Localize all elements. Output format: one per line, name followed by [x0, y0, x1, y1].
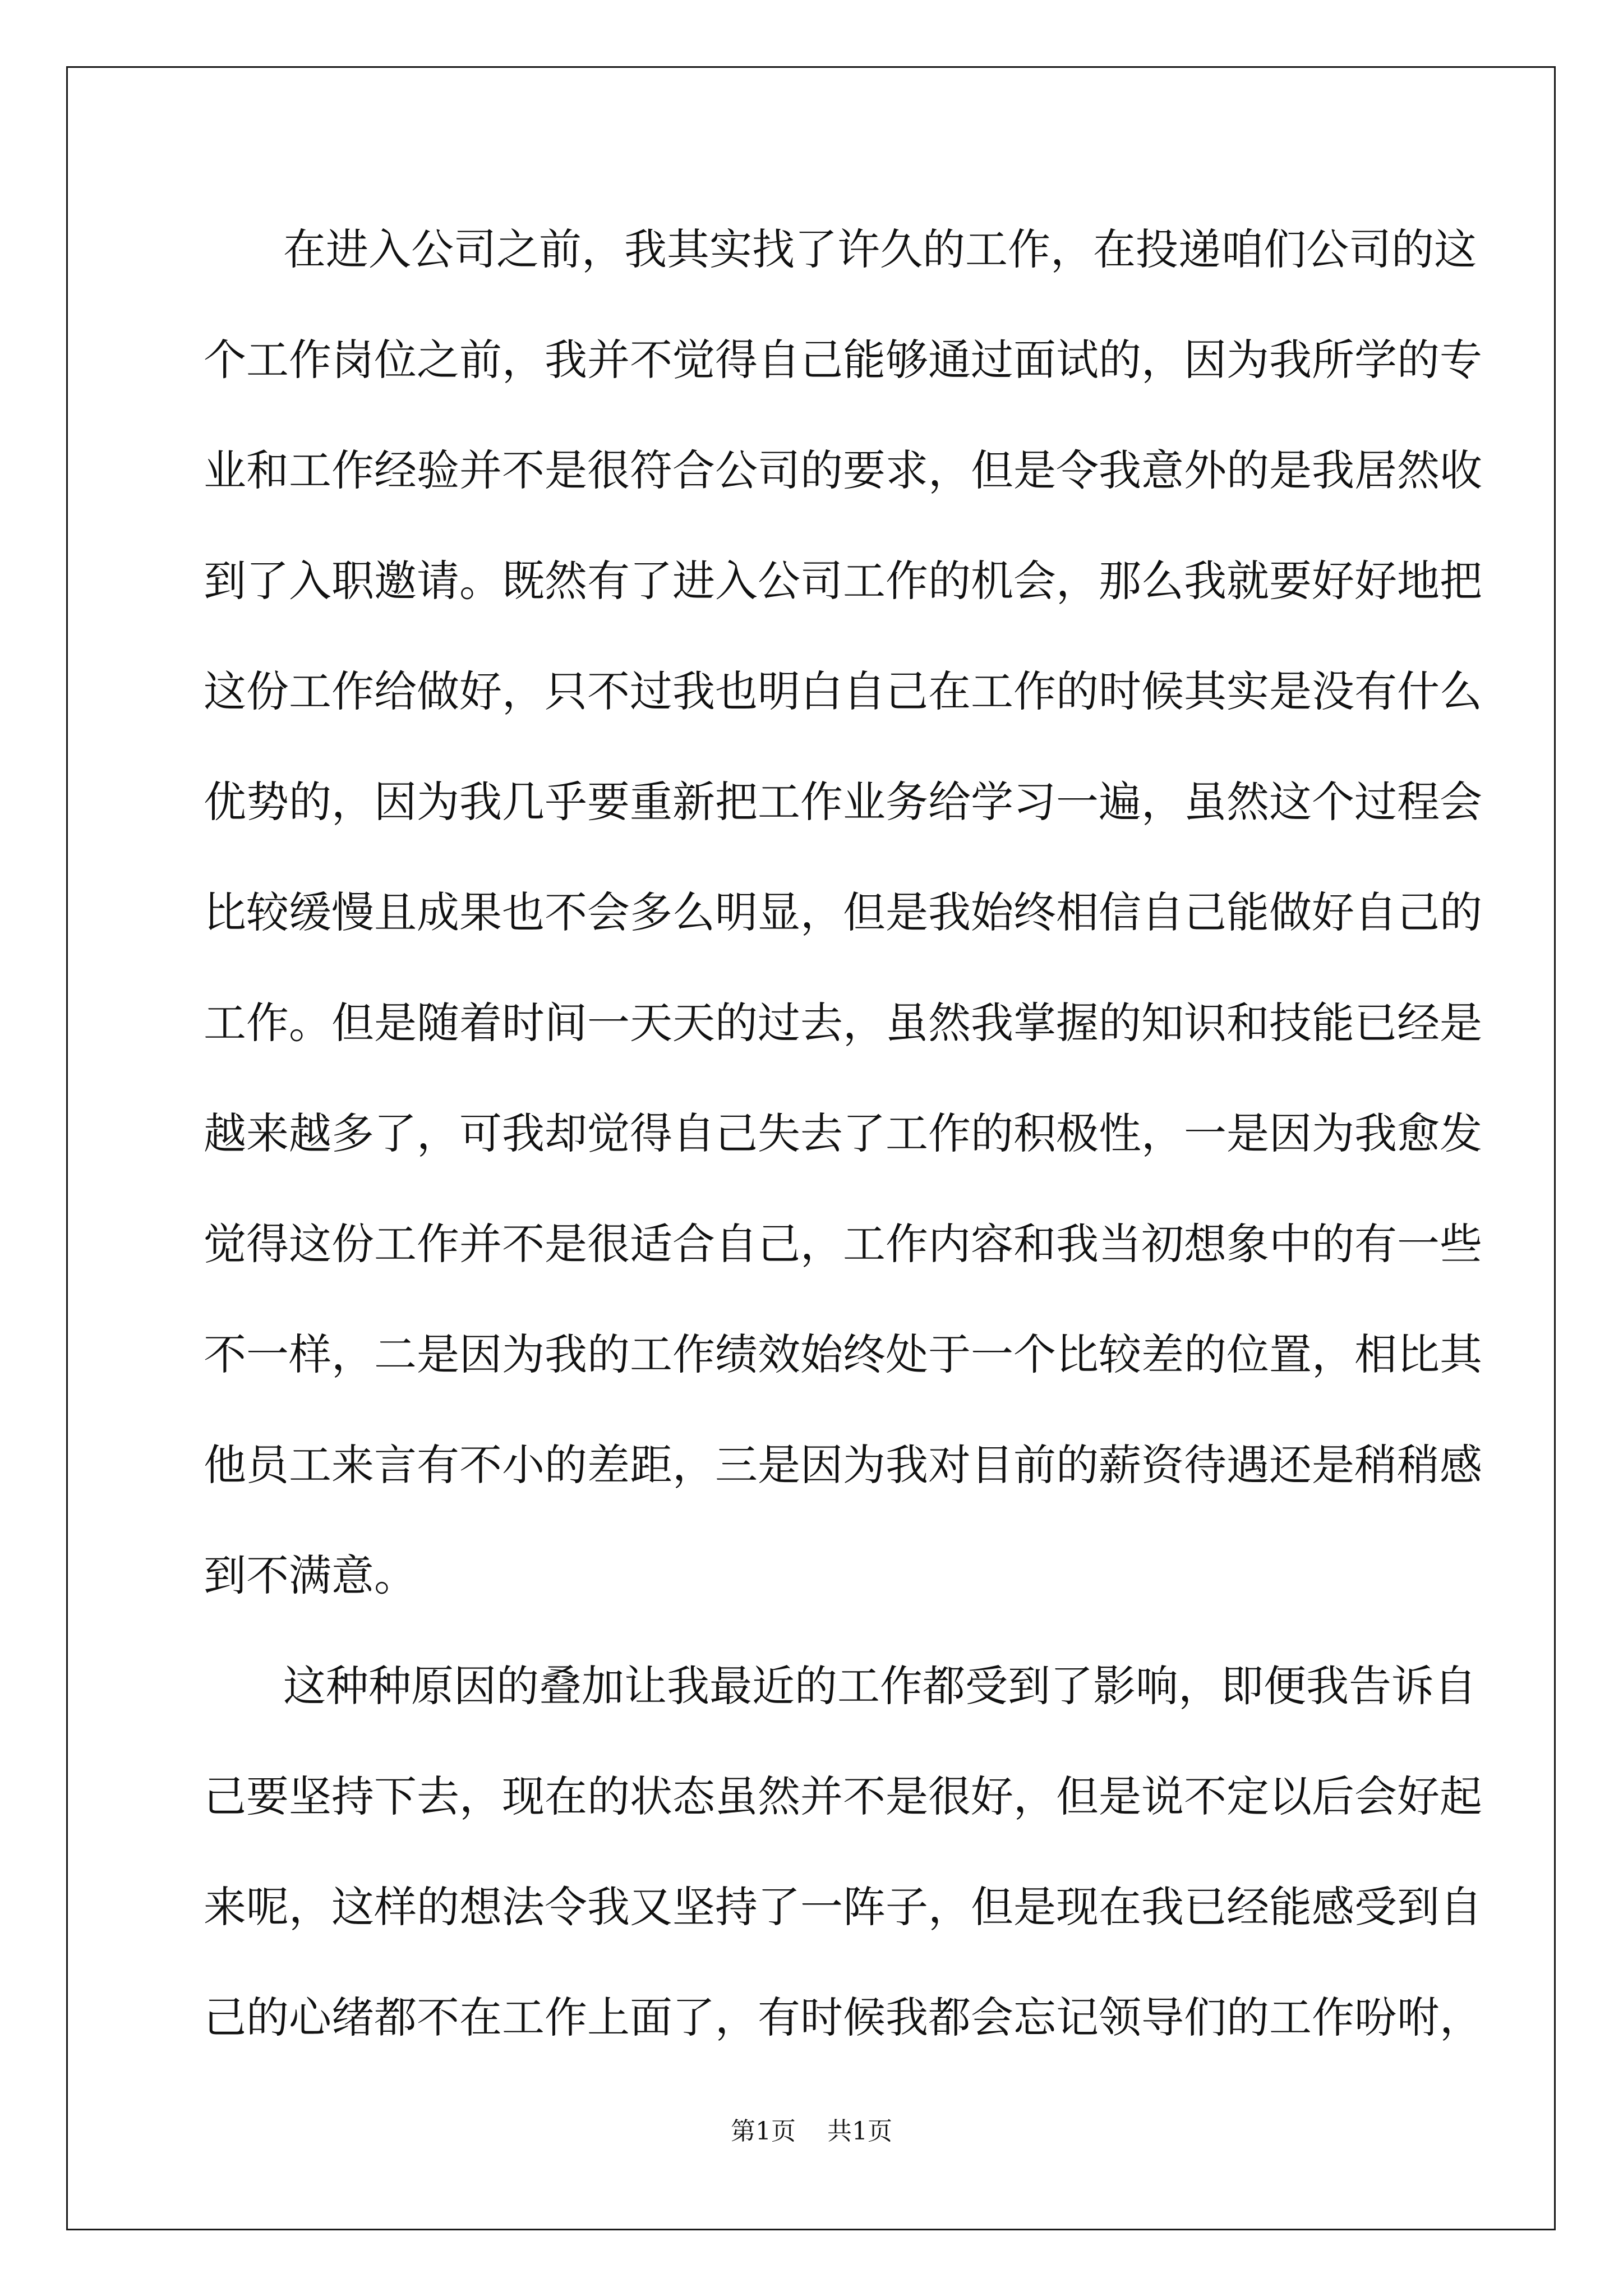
page-footer — [0, 2115, 1623, 2148]
page-total: 共1页 — [827, 2117, 892, 2146]
paragraph-2-line-1: 这种种原因的叠加让我最近的工作都受到了影响，即便我告诉自 — [283, 1661, 1477, 1711]
paragraph-1-line-10: 觉得这份工作并不是很适合自己，工作内容和我当初想象中的有一些 — [204, 1219, 1482, 1269]
paragraph-1-line-11: 不一样，二是因为我的工作绩效始终处于一个比较差的位置，相比其 — [204, 1329, 1482, 1379]
paragraph-1-line-2: 个工作岗位之前，我并不觉得自己能够通过面试的，因为我所学的专 — [204, 335, 1482, 385]
paragraph-1-line-6: 优势的，因为我几乎要重新把工作业务给学习一遍，虽然这个过程会 — [204, 777, 1482, 827]
paragraph-1-line-3: 业和工作经验并不是很符合公司的要求，但是令我意外的是我居然收 — [204, 445, 1482, 495]
paragraph-1-line-9: 越来越多了，可我却觉得自己失去了工作的积极性，一是因为我愈发 — [204, 1108, 1482, 1158]
paragraph-1-line-13: 到不满意。 — [204, 1550, 417, 1600]
paragraph-2-line-2: 己要坚持下去，现在的状态虽然并不是很好，但是说不定以后会好起 — [204, 1772, 1482, 1821]
paragraph-1-line-12: 他员工来言有不小的差距，三是因为我对目前的薪资待遇还是稍稍感 — [204, 1440, 1482, 1490]
paragraph-2-line-3: 来呢，这样的想法令我又坚持了一阵子，但是现在我已经能感受到自 — [204, 1882, 1482, 1932]
page-number: 第1页 — [731, 2117, 796, 2146]
paragraph-1-line-4: 到了入职邀请。既然有了进入公司工作的机会，那么我就要好好地把 — [204, 556, 1482, 606]
paragraph-1-line-1: 在进入公司之前，我其实找了许久的工作，在投递咱们公司的这 — [283, 224, 1477, 274]
paragraph-1-line-8: 工作。但是随着时间一天天的过去，虽然我掌握的知识和技能已经是 — [204, 998, 1482, 1048]
paragraph-1-line-7: 比较缓慢且成果也不会多么明显，但是我始终相信自己能做好自己的 — [204, 887, 1482, 937]
paragraph-2-line-4: 己的心绪都不在工作上面了，有时候我都会忘记领导们的工作吩咐， — [204, 1993, 1482, 2042]
paragraph-1-line-5: 这份工作给做好，只不过我也明白自己在工作的时候其实是没有什么 — [204, 666, 1482, 716]
